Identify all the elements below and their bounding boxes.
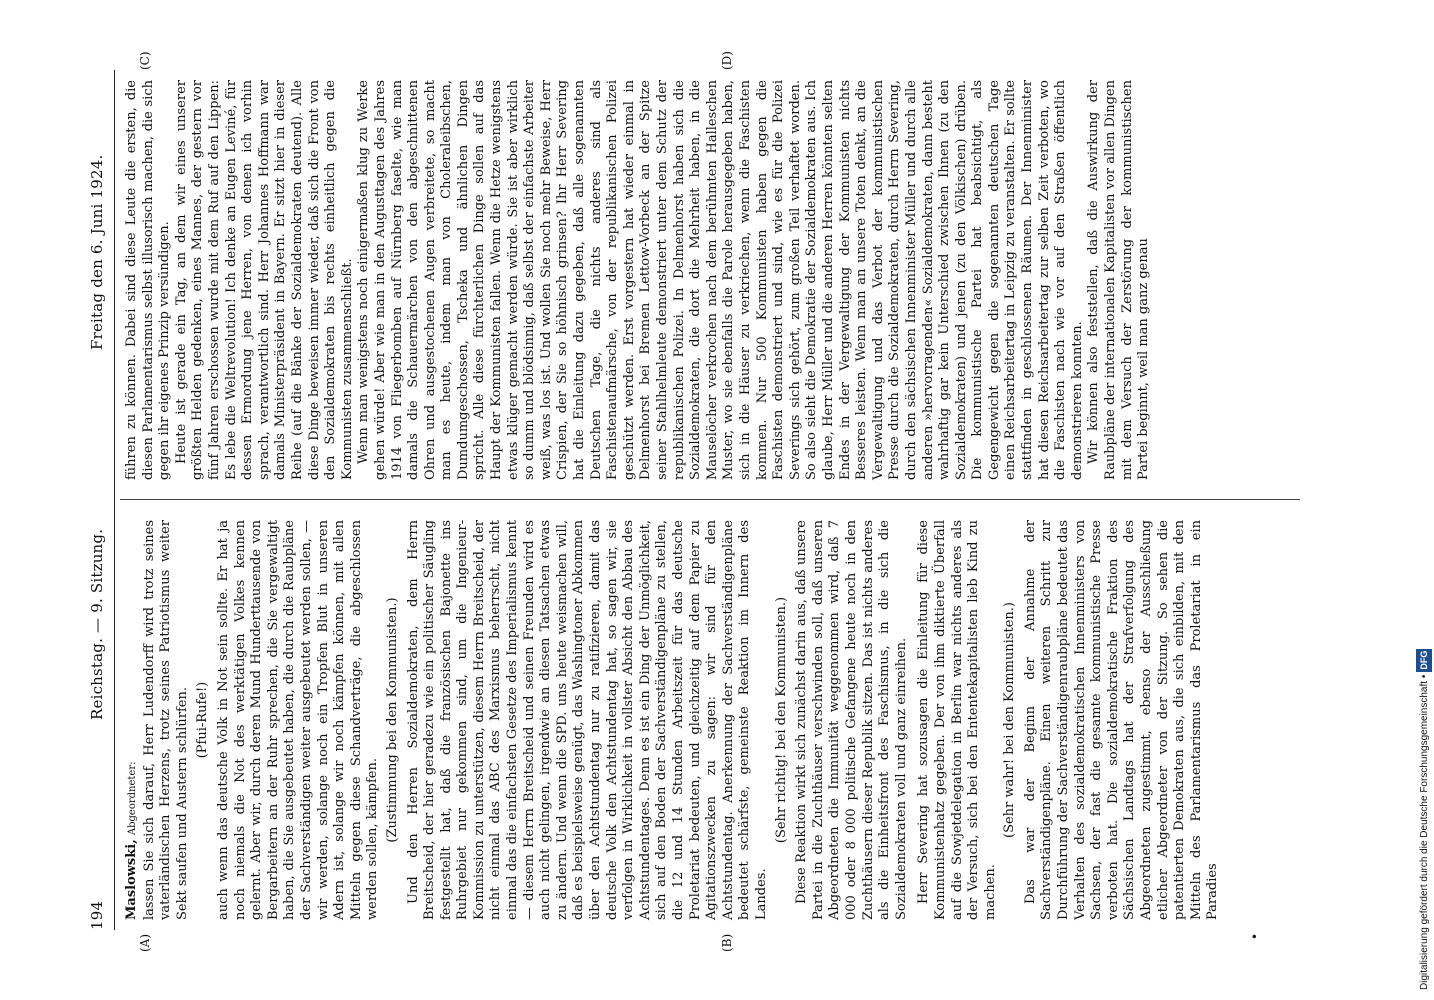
paragraph: Heute ist gerade ein Tag, an dem wir eines unserer größten Helden gedenken, eines Mannes, der gestern vor fünf Jahren erschossen wurde mit dem Ruf auf den Lippen: Es lebe die Weltrevolution! Ich denke an Eugen Leviné, für dessen Ermordung jene Herren, von denen ich vorhin sprach, verantwortlich sind. Herr Johannes Hoffmann war damals Ministerpräsident in Bayern. Er sitzt hier in dieser Reihe (auf die Bänke der Sozialdemokraten deutend). Alle diese Dinge beweisen immer wieder, daß sich die Front von den Sozialdemokraten bis rechts einheitlich gegen die Kommunisten zusammenschließt. [173, 80, 355, 480]
paragraph: Herr Severing hat sozusagen die Einleitung für diese Kommunistenhatz gegeben. Der von ihm diktierte Überfall auf die Sowjetdelegation in Berlin war nichts anderes als der Versuch, sich bei den Ententekapitalisten lieb Kind zu machen. [916, 520, 998, 920]
paragraph: führen zu können. Dabei sind diese Leute die ersten, die diesen Parlamentarismus selbst illusorisch machen, die sich gegen ihr eigenes Prinzip versündigen. [124, 80, 173, 480]
left-column [124, 520, 1222, 920]
right-column [124, 80, 1153, 480]
interjection: (Sehr richtig! bei den Kommunisten.) [773, 596, 789, 844]
header-left-title: Reichstag. — 9. Sitzung. [88, 528, 106, 720]
paragraph: Diese Reaktion wirkt sich zunächst darin aus, daß unsere Partei in die Zuchthäuser verschwinden soll, daß unseren Abgeordneten die Immunität weggenommen wird, daß 7 000 oder 8 000 politische Gefangene heute noch in den Zuchthäusern dieser Republik sitzen. Das ist nichts anderes als die Einheitsfront des Faschismus, in die sich die Sozialdemokraten voll und ganz einreihen. [794, 520, 909, 920]
page-number: 194 [88, 900, 106, 930]
header-right-title: Freitag den 6. Juni 1924. [88, 154, 106, 350]
digitization-credit [1416, 10, 1432, 990]
page-header [88, 70, 112, 930]
column-divider [120, 499, 1300, 500]
margin-marker-d: (D) [720, 51, 734, 70]
credit-text: Digitalisierung gefördert durch die Deutsche Forschungsgemeinschaft • [1419, 674, 1430, 990]
speaker-role: Abgeordneter: [127, 761, 138, 836]
credit-text-wrapper [1416, 10, 1432, 990]
paragraph: auch wenn das deutsche Volk in Not sein sollte. Er hat ja noch niemals die Not des werktätigen Volkes kennen gelernt. Aber wir, durch deren Mund Hunderttausende von Bergarbeitern an der Ruhr sprechen, die Sie vergewaltigt haben, die Sie ausgebeutet haben, die durch die Raubpläne der Sachverständigen weiter ausgebeutet werden sollen, — wir werden, solange noch ein Tropfen Blut in unseren Adern ist, solange wir noch kämpfen können, mit allen Mitteln gegen diese Schandverträge, die abgeschlossen werden sollen, kämpfen. [215, 520, 381, 920]
paragraph: lassen Sie sich darauf, Herr Ludendorff wird trotz seines vaterländischen Herzens, trotz seines Patriotismus weiter Sekt saufen und Austern schlürfen. [141, 520, 190, 920]
margin-marker-b: (B) [720, 933, 734, 952]
margin-bullet: • [1248, 932, 1262, 940]
paragraph: Das war der Beginn der Annahme der Sachverständigenpläne. Einen weiteren Schritt zur Durchführung der Sachverständigenraubpläne bedeutet das Verhalten des sozialdemokratischen Innenministers von Sachsen, der fast die gesamte kommunistische Presse verboten hat. Die sozialdemokratische Fraktion des Sächsischen Landtags hat der Strafverfolgung des Abgeordneten zugestimmt, ebenso der Ausschließung etlicher Abgeordneter von der Sitzung. So sehen die patentierten Demokraten aus, die sich einbilden, mit den Mitteln des Parlamentarismus das Proletariat in ein Paradies [1022, 520, 1221, 920]
header-rule [114, 70, 115, 930]
interjection: (Sehr wahr! bei den Kommunisten.) [1002, 602, 1018, 838]
paragraph: Wir können also feststellen, daß die Auswirkung der Raubpläne der internationalen Kapitalisten vor allen Dingen mit dem Versuch der Zerstörung der kommunistischen Partei beginnt, weil man ganz genau [1086, 80, 1152, 480]
speaker-line [124, 520, 142, 920]
interjection: (Zustimmung bei den Kommunisten.) [384, 597, 400, 843]
paragraph: Und den Herren Sozialdemokraten, dem Herrn Breitscheid, der hier geradezu wie ein politischer Säugling festgestellt hat, daß die französischen Bajonette ins Ruhrgebiet nur gekommen sind, um die Ingenieur-Kommission zu unterstützen, diesem Herrn Breitscheid, der nicht einmal das ABC des Marxismus beherrscht, nicht einmal das die einfachsten Gesetze des Imperialismus kennt — diesem Herrn Breitscheid und seinen Freunden wird es auch nicht gelingen, irgendwie an diesen Tatsachen etwas zu ändern. Und wenn die SPD. uns heute weismachen will, daß es beispielsweise genügt, das Washingtoner Abkommen über den Achtstundentag nur zu ratifizieren, damit das deutsche Volk den Achtstundentag hat, so sagen wir, sie verfolgen in Wirklichkeit in vollster Absicht den Abbau des Achtstundentages. Denn es ist ein Ding der Unmöglichkeit, sich auf den Boden der Sachverständigenpläne zu stellen, die 12 und 14 Stunden Arbeitszeit für das deutsche Proletariat bedeuten, und gleichzeitig auf dem Papier zu Agitationszwecken zu sagen: wir sind für den Achtstundentag. Anerkennung der Sachverständigenpläne bedeutet schärfste, gemeinste Reaktion im Innern des Landes. [405, 520, 769, 920]
speaker-name: Maslowski, [124, 839, 139, 920]
paragraph: Wenn man wenigstens noch einigermaßen klug zu Werke gehen würde! Aber wie man in den Augusttagen des Jahres 1914 von Fliegerbomben auf Nürnberg faselte, wie man damals die Schauermärchen von den abgeschnittenen Ohren und ausgestochenen Augen verbreitete, so macht man es heute, indem man von Choleraleibschen, Dumdumgeschossen, Tscheka und ähnlichen Dingen spricht. Alle diese fürchterlichen Dinge sollen auf das Haupt der Kommunisten fallen. Wenn die Hetze wenigstens etwas klüger gemacht werden würde. Sie ist aber wirklich so dumm und blödsinnig, daß selbst der einfachste Arbeiter weiß, was los ist. Und wollen Sie noch mehr Beweise, Herr Crispien, der Sie so höhnisch grinsen? Ihr Herr Severing hat die Einleitung dazu gegeben, daß alle sogenannten Deutschen Tage, die nichts anderes sind als Faschistenaufmärsche, von der republikanischen Polizei geschützt werden. Erst vorgestern hat wieder einmal in Delmenhorst bei Bremen Lettow-Vorbeck an der Spitze seiner Stahlhelmleute demonstriert unter dem Schutz der republikanischen Polizei. In Delmenhorst haben sich die Sozialdemokraten, die dort die Mehrheit haben, in die Mauselöcher verkrochen nach dem berühmten Halleschen Muster, wo sie ebenfalls die Parole herausgegeben haben, sich in die Häuser zu verkriechen, wenn die Faschisten kommen. Nur 500 Kommunisten haben gegen die Faschisten demonstriert und sind, wie es für die Polizei Severings sich gehört, zum großen Teil verhaftet worden. So also sieht die Demokratie der Sozialdemokraten aus. Ich glaube, Herr Müller und die anderen Herren könnten selten Endes in der Vergewaltigung der Kommunisten nichts Besseres leisten. Wenn man an unsere Toten denkt, an die Vergewaltigung und das Verbot der kommunistischen Presse durch die Sozialdemokraten, durch Herrn Severing, durch den sächsischen Innenminister Müller und durch alle anderen »hervorragenden« Sozialdemokraten, dann besteht wahrhaftig gar kein Unterschied zwischen Ihnen (zu den Sozialdemokraten) und jenen (zu den Völkischen) drüben. Die kommunistische Partei hat beabsichtigt, als Gegengewicht gegen die sogenannten deutschen Tage einen Reichsarbeitertag in Leipzig zu veranstalten. Er sollte stattfinden in geschlossenen Räumen. Der Innenminister hat diesen Reichsarbeitertag zur selben Zeit verboten, wo die Faschisten nach wie vor auf den Straßen öffentlich demonstrieren konnten. [356, 80, 1085, 480]
margin-marker-c: (C) [138, 51, 152, 70]
margin-marker-a: (A) [138, 933, 152, 952]
interjection: (Pfui-Rufe!) [195, 681, 211, 759]
dfg-logo: DFG [1416, 649, 1432, 672]
